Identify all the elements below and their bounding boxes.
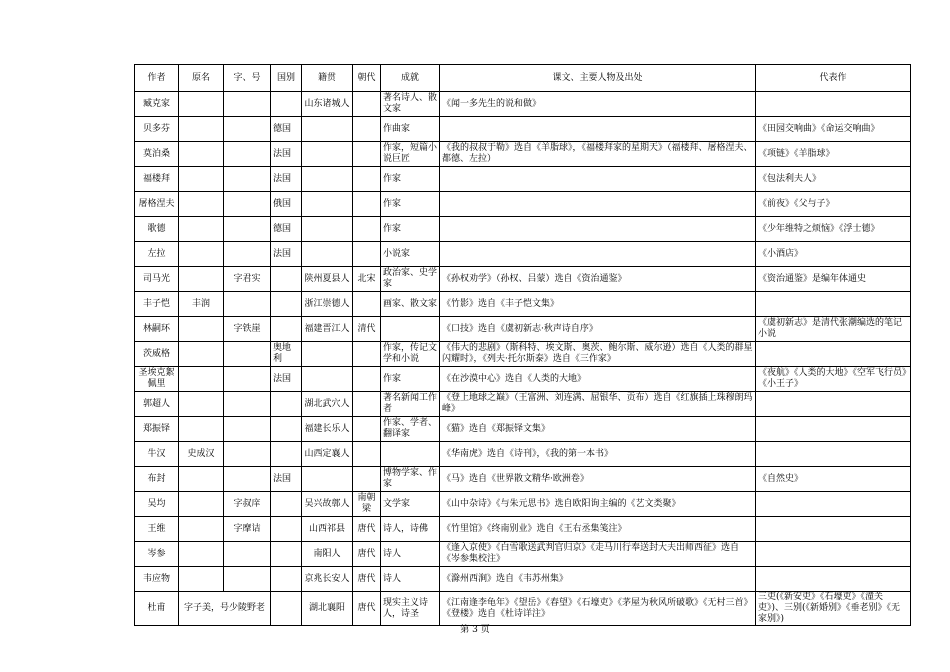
author-cell: 郑振铎 bbox=[135, 417, 179, 442]
texts-cell: 《滁州西涧》选自《韦苏州集》 bbox=[440, 567, 756, 592]
representative-works-cell: 《小酒店》 bbox=[756, 242, 911, 267]
representative-works-cell bbox=[756, 292, 911, 317]
native-place-cell bbox=[302, 367, 353, 392]
table-row bbox=[135, 142, 911, 167]
dynasty-cell bbox=[353, 142, 381, 167]
representative-works-cell: 《少年维特之烦恼》《浮士德》 bbox=[756, 217, 911, 242]
dynasty-cell bbox=[353, 417, 381, 442]
dynasty-cell bbox=[353, 217, 381, 242]
courtesy-name-cell bbox=[224, 567, 271, 592]
native-place-cell bbox=[302, 242, 353, 267]
texts-cell: 《孙权劝学》（孙权、吕蒙）选自《资治通鉴》 bbox=[440, 267, 756, 292]
original-name-cell bbox=[179, 342, 224, 367]
original-name-cell bbox=[179, 542, 224, 567]
author-table bbox=[134, 64, 911, 626]
header-author: 作者 bbox=[135, 65, 179, 92]
texts-cell: 《口技》选自《虞初新志·秋声诗自序》 bbox=[440, 317, 756, 342]
header-representative-works: 代表作 bbox=[756, 65, 911, 92]
original-name-cell bbox=[179, 367, 224, 392]
country-cell bbox=[271, 317, 302, 342]
original-name-cell bbox=[179, 492, 224, 517]
original-name-cell bbox=[179, 92, 224, 117]
courtesy-name-cell bbox=[224, 242, 271, 267]
table-row bbox=[135, 92, 911, 117]
representative-works-cell: 《夜航》《人类的大地》《空军飞行员》《小王子》 bbox=[756, 367, 911, 392]
representative-works-cell: 《包法利夫人》 bbox=[756, 167, 911, 192]
texts-cell bbox=[440, 217, 756, 242]
courtesy-name-cell bbox=[224, 342, 271, 367]
representative-works-cell bbox=[756, 492, 911, 517]
original-name-cell bbox=[179, 517, 224, 542]
courtesy-name-cell: 字摩诘 bbox=[224, 517, 271, 542]
dynasty-cell: 唐代 bbox=[353, 592, 381, 626]
country-cell bbox=[271, 517, 302, 542]
native-place-cell: 福建长乐人 bbox=[302, 417, 353, 442]
header-native-place: 籍贯 bbox=[302, 65, 353, 92]
header-achievement: 成就 bbox=[381, 65, 440, 92]
texts-cell bbox=[440, 117, 756, 142]
author-cell: 韦应物 bbox=[135, 567, 179, 592]
page-number: 第 3 页 bbox=[460, 625, 490, 635]
original-name-cell bbox=[179, 192, 224, 217]
table-row bbox=[135, 367, 911, 392]
original-name-cell: 丰润 bbox=[179, 292, 224, 317]
table-row bbox=[135, 492, 911, 517]
dynasty-cell bbox=[353, 467, 381, 492]
country-cell: 法国 bbox=[271, 367, 302, 392]
native-place-cell bbox=[302, 217, 353, 242]
achievement-cell bbox=[381, 442, 440, 467]
dynasty-cell: 唐代 bbox=[353, 517, 381, 542]
country-cell bbox=[271, 567, 302, 592]
table-row bbox=[135, 417, 911, 442]
author-cell: 福楼拜 bbox=[135, 167, 179, 192]
achievement-cell: 作家 bbox=[381, 367, 440, 392]
representative-works-cell: 《前夜》《父与子》 bbox=[756, 192, 911, 217]
dynasty-cell: 清代 bbox=[353, 317, 381, 342]
native-place-cell bbox=[302, 467, 353, 492]
dynasty-cell bbox=[353, 92, 381, 117]
achievement-cell: 现实主义诗人，诗圣 bbox=[381, 592, 440, 626]
author-cell: 臧克家 bbox=[135, 92, 179, 117]
original-name-cell bbox=[179, 217, 224, 242]
country-cell: 法国 bbox=[271, 242, 302, 267]
country-cell bbox=[271, 392, 302, 417]
native-place-cell bbox=[302, 167, 353, 192]
native-place-cell: 陕州夏县人 bbox=[302, 267, 353, 292]
author-cell: 布封 bbox=[135, 467, 179, 492]
author-cell: 郭超人 bbox=[135, 392, 179, 417]
representative-works-cell: 《资治通鉴》是编年体通史 bbox=[756, 267, 911, 292]
texts-cell: 《逢入京使》《白雪歌送武判官归京》《走马川行奉送封大夫出师西征》选自《岑参集校注》 bbox=[440, 542, 756, 567]
author-cell: 莫泊桑 bbox=[135, 142, 179, 167]
country-cell bbox=[271, 417, 302, 442]
texts-cell: 《山中杂诗》《与朱元思书》选自欧阳询主编的《艺文类聚》 bbox=[440, 492, 756, 517]
original-name-cell bbox=[179, 242, 224, 267]
author-cell: 岑参 bbox=[135, 542, 179, 567]
texts-cell: 《竹影》选自《丰子恺文集》 bbox=[440, 292, 756, 317]
native-place-cell: 京兆长安人 bbox=[302, 567, 353, 592]
achievement-cell: 作家 bbox=[381, 167, 440, 192]
courtesy-name-cell bbox=[224, 192, 271, 217]
native-place-cell: 山东诸城人 bbox=[302, 92, 353, 117]
native-place-cell: 南阳人 bbox=[302, 542, 353, 567]
table-row bbox=[135, 317, 911, 342]
table-row bbox=[135, 117, 911, 142]
table-row bbox=[135, 342, 911, 367]
table-row bbox=[135, 517, 911, 542]
original-name-cell bbox=[179, 567, 224, 592]
texts-cell: 《伟大的悲剧》（斯科特、埃文斯、奥茨、鲍尔斯、威尔逊）选自《人类的群星闪耀时》，《列夫·托尔斯泰》选自《三作家》 bbox=[440, 342, 756, 367]
native-place-cell: 山西定襄人 bbox=[302, 442, 353, 467]
native-place-cell: 吴兴故鄣人 bbox=[302, 492, 353, 517]
country-cell: 法国 bbox=[271, 142, 302, 167]
achievement-cell: 小说家 bbox=[381, 242, 440, 267]
native-place-cell: 福建晋江人 bbox=[302, 317, 353, 342]
original-name-cell: 字子美，号少陵野老 bbox=[179, 592, 271, 626]
author-cell: 司马光 bbox=[135, 267, 179, 292]
achievement-cell: 作家 bbox=[381, 192, 440, 217]
texts-cell: 《闻一多先生的说和做》 bbox=[440, 92, 756, 117]
table-row bbox=[135, 217, 911, 242]
dynasty-cell: 唐代 bbox=[353, 542, 381, 567]
courtesy-name-cell bbox=[224, 217, 271, 242]
dynasty-cell bbox=[353, 117, 381, 142]
author-cell: 茨威格 bbox=[135, 342, 179, 367]
header-dynasty: 朝代 bbox=[353, 65, 381, 92]
representative-works-cell bbox=[756, 567, 911, 592]
achievement-cell: 作家 bbox=[381, 217, 440, 242]
representative-works-cell: 《项链》《羊脂球》 bbox=[756, 142, 911, 167]
courtesy-name-cell bbox=[224, 467, 271, 492]
author-cell: 屠格涅夫 bbox=[135, 192, 179, 217]
header-courtesy-name: 字、号 bbox=[224, 65, 271, 92]
header-original-name: 原名 bbox=[179, 65, 224, 92]
texts-cell bbox=[440, 192, 756, 217]
table-row bbox=[135, 267, 911, 292]
native-place-cell: 湖北襄阳 bbox=[302, 592, 353, 626]
native-place-cell: 浙江崇德人 bbox=[302, 292, 353, 317]
original-name-cell bbox=[179, 467, 224, 492]
representative-works-cell bbox=[756, 417, 911, 442]
original-name-cell bbox=[179, 417, 224, 442]
country-cell: 法国 bbox=[271, 167, 302, 192]
achievement-cell: 著名新闻工作者 bbox=[381, 392, 440, 417]
achievement-cell: 博物学家、作家 bbox=[381, 467, 440, 492]
table-row bbox=[135, 242, 911, 267]
dynasty-cell bbox=[353, 342, 381, 367]
original-name-cell bbox=[179, 317, 224, 342]
country-cell bbox=[271, 542, 302, 567]
representative-works-cell: 《自然史》 bbox=[756, 467, 911, 492]
representative-works-cell bbox=[756, 442, 911, 467]
native-place-cell: 山西祁县 bbox=[302, 517, 353, 542]
country-cell: 德国 bbox=[271, 217, 302, 242]
representative-works-cell bbox=[756, 342, 911, 367]
author-cell: 林嗣环 bbox=[135, 317, 179, 342]
original-name-cell bbox=[179, 117, 224, 142]
country-cell bbox=[271, 92, 302, 117]
table-row bbox=[135, 542, 911, 567]
table-row bbox=[135, 392, 911, 417]
courtesy-name-cell bbox=[224, 292, 271, 317]
representative-works-cell: 《虞初新志》是清代张潮编选的笔记小说 bbox=[756, 317, 911, 342]
table-row bbox=[135, 567, 911, 592]
texts-cell: 《登上地球之巅》（王富洲、刘连满、屈银华、贡布）选自《红旗插上珠穆朗玛峰》 bbox=[440, 392, 756, 417]
texts-cell bbox=[440, 167, 756, 192]
native-place-cell bbox=[302, 342, 353, 367]
header-country: 国别 bbox=[271, 65, 302, 92]
country-cell bbox=[271, 492, 302, 517]
representative-works-cell bbox=[756, 92, 911, 117]
achievement-cell: 诗人 bbox=[381, 567, 440, 592]
table-row bbox=[135, 192, 911, 217]
courtesy-name-cell bbox=[224, 142, 271, 167]
original-name-cell: 史成汉 bbox=[179, 442, 224, 467]
native-place-cell bbox=[302, 142, 353, 167]
dynasty-cell bbox=[353, 367, 381, 392]
achievement-cell: 著名诗人、散文家 bbox=[381, 92, 440, 117]
table-row bbox=[135, 292, 911, 317]
texts-cell: 《在沙漠中心》选自《人类的大地》 bbox=[440, 367, 756, 392]
achievement-cell: 作曲家 bbox=[381, 117, 440, 142]
courtesy-name-cell bbox=[224, 167, 271, 192]
achievement-cell: 作家、学者、翻译家 bbox=[381, 417, 440, 442]
courtesy-name-cell bbox=[224, 117, 271, 142]
country-cell bbox=[271, 442, 302, 467]
courtesy-name-cell: 字君实 bbox=[224, 267, 271, 292]
header-row bbox=[135, 65, 911, 92]
original-name-cell bbox=[179, 142, 224, 167]
achievement-cell: 作家，短篇小说巨匠 bbox=[381, 142, 440, 167]
texts-cell: 《华南虎》选自《诗刊》，《我的第一本书》 bbox=[440, 442, 756, 467]
native-place-cell bbox=[302, 192, 353, 217]
texts-cell: 《江南逢李龟年》《望岳》《春望》《石壕吏》《茅屋为秋风所破歌》《无村三首》《登楼》选自《杜诗详注》 bbox=[440, 592, 756, 626]
author-cell: 歌德 bbox=[135, 217, 179, 242]
achievement-cell: 诗人，诗佛 bbox=[381, 517, 440, 542]
representative-works-cell: 三吏(《新安吏》《石壕吏》《潼关吏》)、三别(《新婚别》《垂老别》《无家别》) bbox=[756, 592, 911, 626]
table-row bbox=[135, 592, 911, 626]
table-row bbox=[135, 442, 911, 467]
author-cell: 圣埃克絮佩里 bbox=[135, 367, 179, 392]
table-row bbox=[135, 167, 911, 192]
header-texts: 课文、主要人物及出处 bbox=[440, 65, 756, 92]
dynasty-cell bbox=[353, 392, 381, 417]
author-cell: 左拉 bbox=[135, 242, 179, 267]
dynasty-cell bbox=[353, 242, 381, 267]
author-cell: 丰子恺 bbox=[135, 292, 179, 317]
representative-works-cell bbox=[756, 542, 911, 567]
author-cell: 贝多芬 bbox=[135, 117, 179, 142]
representative-works-cell: 《田园交响曲》《命运交响曲》 bbox=[756, 117, 911, 142]
author-cell: 牛汉 bbox=[135, 442, 179, 467]
texts-cell: 《竹里馆》《终南别业》选自《王右丞集笺注》 bbox=[440, 517, 756, 542]
original-name-cell bbox=[179, 167, 224, 192]
dynasty-cell bbox=[353, 167, 381, 192]
dynasty-cell bbox=[353, 442, 381, 467]
original-name-cell bbox=[179, 392, 224, 417]
author-cell: 杜甫 bbox=[135, 592, 179, 626]
author-cell: 吴均 bbox=[135, 492, 179, 517]
dynasty-cell: 唐代 bbox=[353, 567, 381, 592]
country-cell: 法国 bbox=[271, 467, 302, 492]
representative-works-cell bbox=[756, 392, 911, 417]
country-cell bbox=[271, 592, 302, 626]
courtesy-name-cell bbox=[224, 92, 271, 117]
courtesy-name-cell bbox=[224, 367, 271, 392]
author-cell: 王维 bbox=[135, 517, 179, 542]
dynasty-cell: 南朝梁 bbox=[353, 492, 381, 517]
dynasty-cell: 北宋 bbox=[353, 267, 381, 292]
courtesy-name-cell bbox=[224, 417, 271, 442]
native-place-cell: 湖北武穴人 bbox=[302, 392, 353, 417]
texts-cell: 《马》选自《世界散文精华·欧洲卷》 bbox=[440, 467, 756, 492]
dynasty-cell bbox=[353, 192, 381, 217]
representative-works-cell bbox=[756, 517, 911, 542]
achievement-cell bbox=[381, 317, 440, 342]
texts-cell: 《猫》选自《郑振铎文集》 bbox=[440, 417, 756, 442]
courtesy-name-cell: 字铁崖 bbox=[224, 317, 271, 342]
texts-cell bbox=[440, 242, 756, 267]
country-cell: 俄国 bbox=[271, 192, 302, 217]
native-place-cell bbox=[302, 117, 353, 142]
achievement-cell: 文学家 bbox=[381, 492, 440, 517]
courtesy-name-cell bbox=[224, 392, 271, 417]
courtesy-name-cell: 字叔庠 bbox=[224, 492, 271, 517]
original-name-cell bbox=[179, 267, 224, 292]
achievement-cell: 作家，传记文学和小说 bbox=[381, 342, 440, 367]
table-row bbox=[135, 467, 911, 492]
achievement-cell: 诗人 bbox=[381, 542, 440, 567]
courtesy-name-cell bbox=[224, 542, 271, 567]
achievement-cell: 画家、散文家 bbox=[381, 292, 440, 317]
dynasty-cell bbox=[353, 292, 381, 317]
courtesy-name-cell bbox=[224, 442, 271, 467]
country-cell: 德国 bbox=[271, 117, 302, 142]
country-cell: 奥地利 bbox=[271, 342, 302, 367]
achievement-cell: 政治家、史学家 bbox=[381, 267, 440, 292]
texts-cell: 《我的叔叔于勒》选自《羊脂球》，《福楼拜家的星期天》（福楼拜、屠格涅夫、都德、左拉） bbox=[440, 142, 756, 167]
country-cell bbox=[271, 267, 302, 292]
country-cell bbox=[271, 292, 302, 317]
